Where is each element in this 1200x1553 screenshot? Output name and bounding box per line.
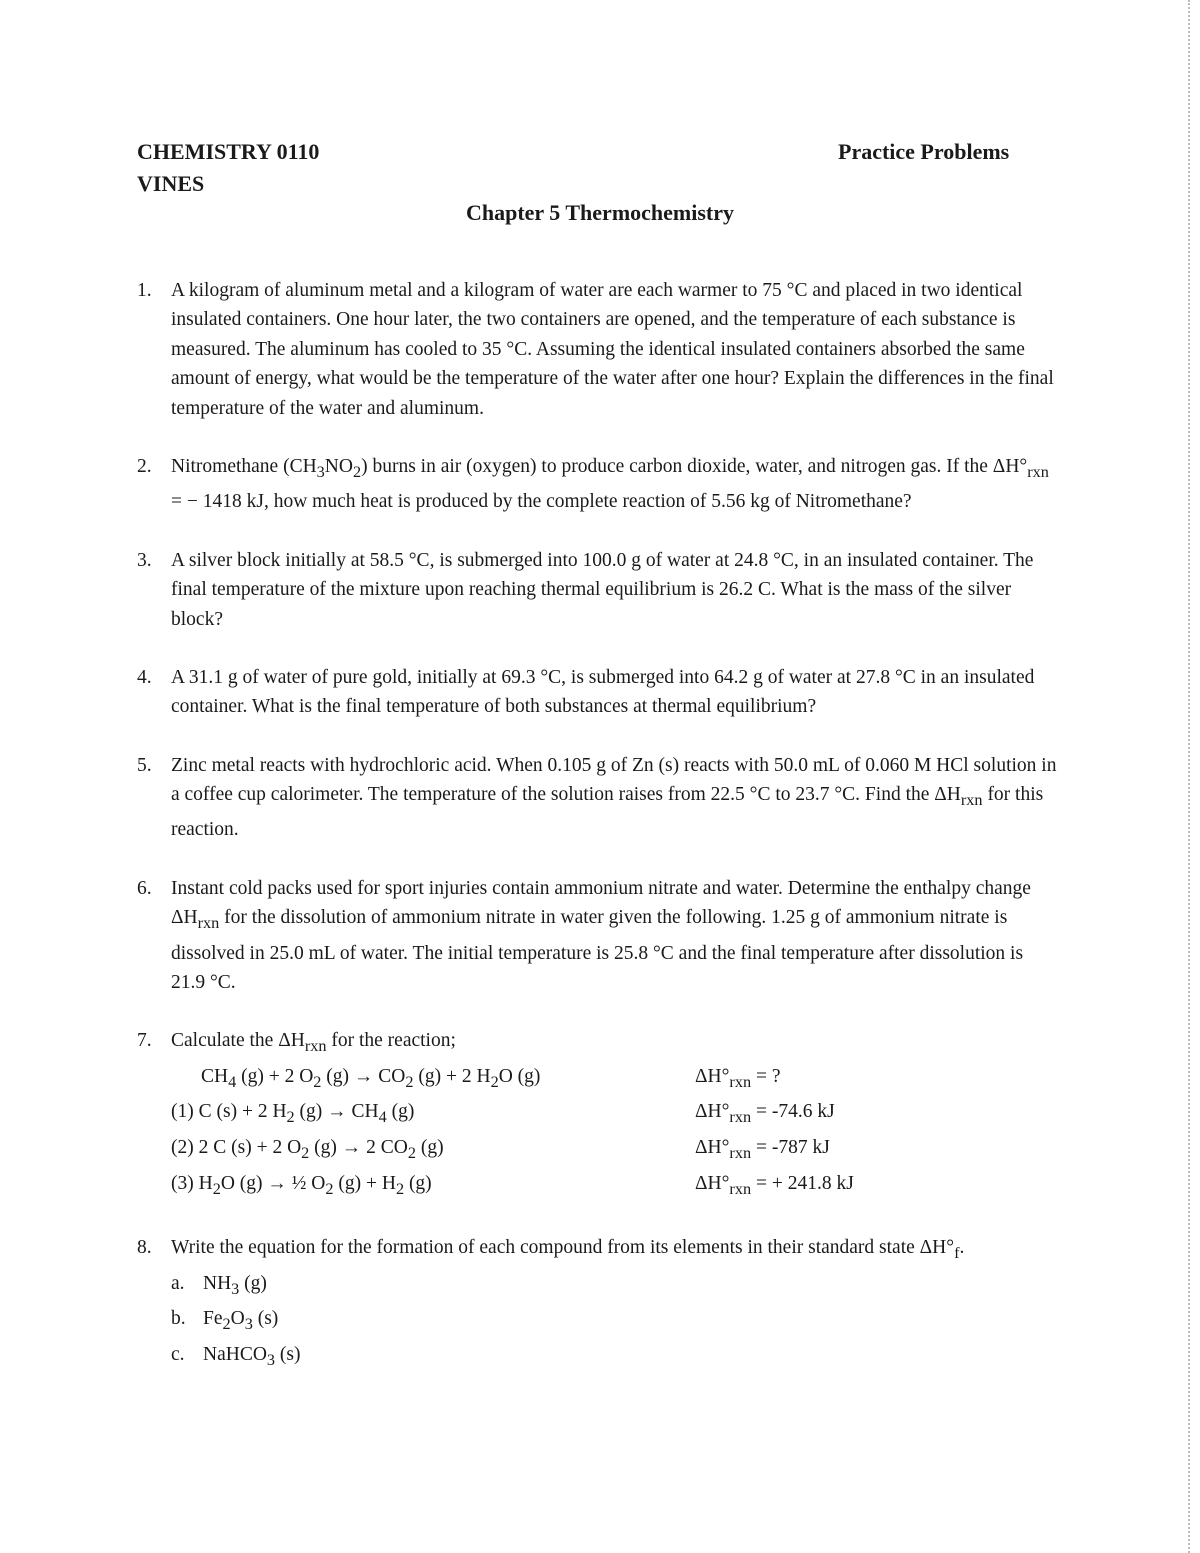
subscript: 2 [490,1072,499,1091]
step-enthalpy [695,1097,854,1133]
step-reaction [171,1169,695,1205]
step-enthalpy [695,1133,854,1169]
subscript: rxn [729,1143,752,1162]
text-run: (g) [404,1172,432,1194]
step-reaction-row-2 [171,1133,854,1169]
text-run: (3) H [171,1172,213,1194]
text-run: Instant cold packs used for sport injuries contain ammonium nitrate and water. Determine the enthalpy change ΔH [171,877,1031,929]
text-run: NO [324,456,353,478]
subscript: 4 [228,1072,237,1091]
step-reaction [171,1133,695,1169]
subscript: 2 [407,1143,416,1162]
subscript: 3 [244,1315,253,1334]
text-run: Write the equation for the formation of each compound from its elements in their standard state ΔH° [171,1237,955,1259]
text-run: ΔH° [695,1137,730,1159]
subscript: 2 [301,1143,310,1162]
problem-text [171,874,1057,998]
text-run: NaHCO [203,1344,267,1366]
text-run: for the dissolution of ammonium nitrate in water given the following. 1.25 g of ammonium nitrate is dissolved in 25.0 mL of water. The initial temperature is 25.8 °C and the final temperature after dissolution is 21.9 °C. [171,907,1024,993]
problem-7 [137,1026,1057,1204]
problem-5 [137,751,1057,845]
text-run: ΔH° [695,1101,730,1123]
target-reaction [171,1062,695,1098]
problem-number: 1. [137,280,152,301]
course-name: CHEMISTRY 0110 [137,139,320,164]
item-letter: b. [171,1308,186,1330]
problem-text [171,1233,1057,1375]
problem-text: A kilogram of aluminum metal and a kilogram of water are each warmer to 75 °C and placed in two identical insulated containers. One hour later, the two containers are opened, and the temperature of each substance is measured. The aluminum has cooled to 35 °C. Assuming the identical insulated containers absorbed the same amount of energy, what would be the temperature of the water after one hour? Explain the differences in the final temperature of the water and aluminum. [171,280,1054,419]
item-letter: c. [171,1344,185,1366]
problem-text [171,1026,1057,1204]
text-run: = − 1418 kJ, how much heat is produced by the complete reaction of 5.56 kg of Nitromethane? [171,491,912,513]
problem-number: 5. [137,754,152,776]
text-run: O [230,1308,245,1330]
problem-intro [171,1237,965,1263]
problem-8 [137,1233,1057,1375]
text-run: (1) C (s) + 2 H [171,1101,287,1123]
text-run: = ? [751,1065,781,1087]
subscript: 4 [378,1108,387,1127]
subscript: 2 [352,462,362,481]
problem-3 [137,546,1057,634]
text-run: (g) [415,1137,444,1159]
text-run: Zinc metal reacts with hydrochloric acid. When 0.105 g of Zn (s) reacts with 50.0 mL of 0.060 M HCl solution in a coffee cup calorimeter. The temperature of the solution raises from 22.5 °C to 23.7 °C. Find the ΔH [171,754,1057,806]
problem-text: A 31.1 g of water of pure gold, initially at 69.3 °C, is submerged into 64.2 g of water at 27.8 °C in an insulated container. What is the final temperature of both substances at thermal equilibrium? [171,666,1035,718]
text-run: for the reaction; [326,1030,456,1052]
text-run: (g) [386,1101,415,1123]
subscript: 2 [325,1179,334,1198]
subscript: rxn [960,791,983,810]
subscript: 3 [316,462,325,481]
subscript: rxn [729,1072,752,1091]
text-run: ΔH° [695,1065,730,1087]
text-run: Nitromethane (CH [171,456,317,478]
compound-item-b [171,1304,1057,1340]
problem-intro [171,1030,456,1056]
subscript: 3 [231,1279,240,1298]
problem-2 [137,452,1057,517]
text-run: O (g) [498,1065,541,1087]
subscript: rxn [304,1037,327,1056]
subscript: 3 [266,1351,276,1369]
compound-item-a [171,1269,1057,1305]
text-run: Fe [203,1308,223,1330]
reaction-table [171,1062,854,1205]
subscript: 2 [395,1179,405,1198]
text-run: . [959,1237,965,1259]
subscript: 2 [286,1108,295,1127]
step-reaction [171,1097,695,1133]
text-run: (2) 2 C (s) + 2 O [171,1137,302,1159]
subscript: 2 [405,1072,414,1091]
target-enthalpy [695,1062,854,1098]
problem-list [137,276,1057,1405]
subscript: 2 [313,1072,322,1091]
target-reaction-row [171,1062,854,1098]
text-run: = + 241.8 kJ [751,1172,854,1194]
text-run: O (g) → ½ O [220,1172,326,1194]
instructor-name: VINES [137,171,205,196]
text-run: (s) [252,1308,279,1330]
step-enthalpy [695,1169,854,1205]
problem-text: A silver block initially at 58.5 °C, is submerged into 100.0 g of water at 24.8 °C, in an insulated container. The final temperature of the mixture upon reaching thermal equilibrium is 26.2 C. What is the mass of the silver block? [171,549,1034,630]
course-header [137,136,319,200]
problem-number: 2. [137,456,152,478]
text-run: (g) → 2 CO [309,1137,408,1159]
text-run: NH [203,1272,232,1294]
subscript: rxn [197,914,220,933]
text-run: CH [201,1065,229,1087]
text-run: (g) → CH [294,1101,379,1123]
document-type: Practice Problems [838,139,1010,164]
step-reaction-row-1 [171,1097,854,1133]
text-run: (g) → CO [321,1065,406,1087]
problem-number: 6. [137,877,152,899]
step-reaction-row-3 [171,1169,854,1205]
compound-item-c [171,1340,1057,1376]
item-letter: a. [171,1272,185,1294]
compound-list [171,1269,1057,1376]
text-run: = -74.6 kJ [751,1101,835,1123]
text-run: (g) + H [333,1172,396,1194]
problem-number: 8. [137,1237,152,1259]
problem-6 [137,874,1057,998]
problem-number: 7. [137,1030,152,1052]
text-run: (g) + 2 H [413,1065,491,1087]
subscript: f [954,1244,960,1263]
text-run: for this reaction. [171,784,1044,841]
subscript: rxn [729,1108,752,1127]
text-run: (g) + 2 O [236,1065,314,1087]
problem-text [171,751,1057,845]
text-run: (g) [239,1272,267,1294]
text-run: = -787 kJ [751,1137,830,1159]
chapter-title: Chapter 5 Thermochemistry [465,200,735,225]
subscript: rxn [1027,462,1049,481]
text-run: (s) [275,1344,301,1366]
problem-text [171,452,1057,517]
scan-edge-artifact [1188,0,1190,1553]
text-run: ΔH° [695,1172,730,1194]
subscript: 2 [212,1179,221,1198]
subscript: 2 [222,1315,231,1334]
problem-number: 3. [137,549,152,571]
problem-1 [137,276,1057,423]
text-run: Calculate the ΔH [171,1030,305,1052]
problem-number: 4. [137,666,152,688]
problem-4 [137,663,1057,722]
subscript: rxn [729,1179,752,1198]
text-run: ) burns in air (oxygen) to produce carbon dioxide, water, and nitrogen gas. If the ΔH° [361,456,1028,478]
